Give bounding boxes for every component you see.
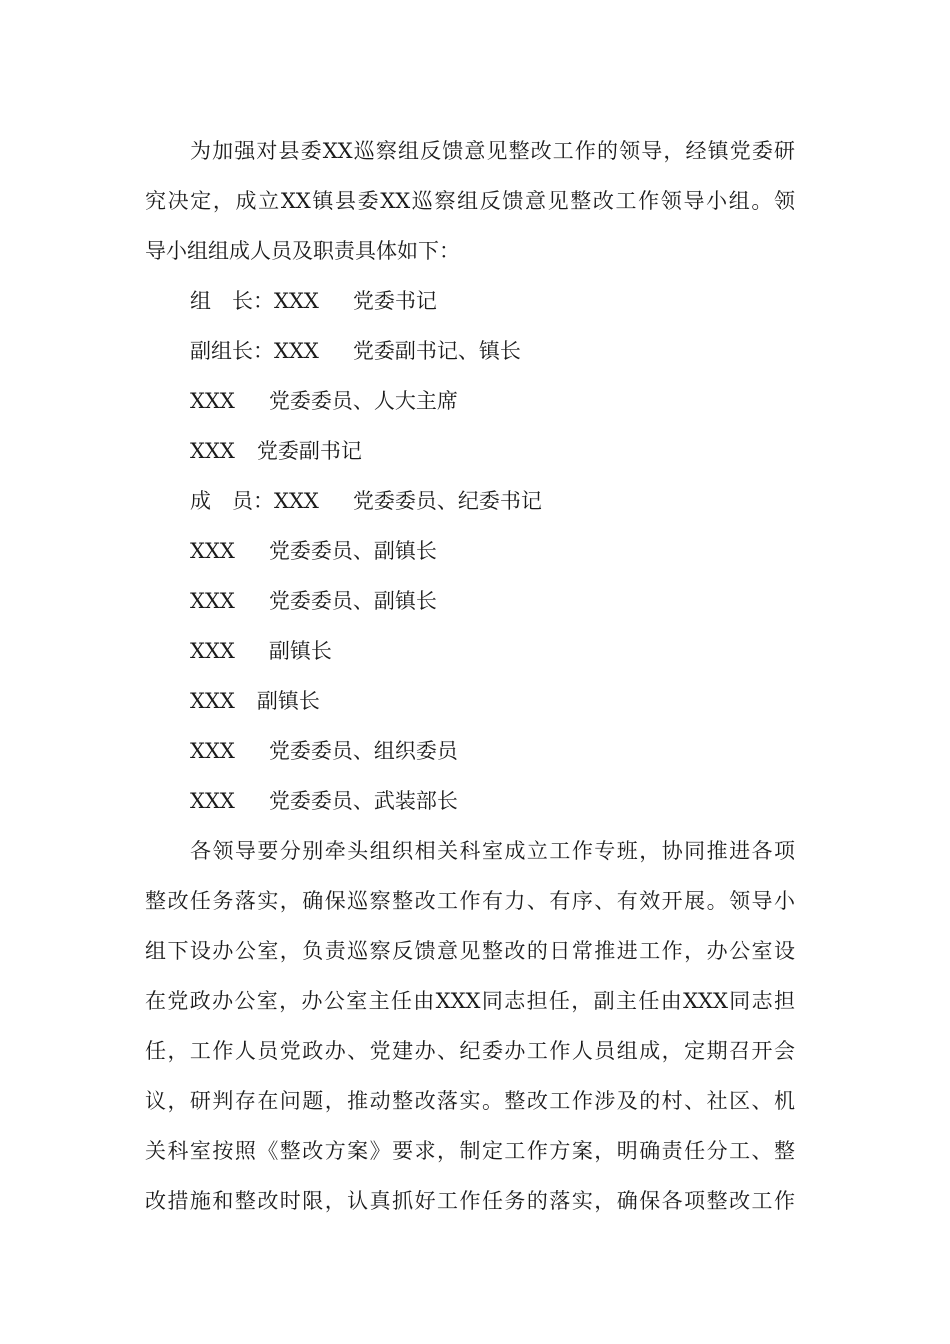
member-role: 党委副书记、镇长	[352, 339, 521, 363]
member-role: 党委委员、纪委书记	[352, 489, 542, 513]
intro-line-1: 为加强对县委XX巡察组反馈意见整改工作的领导，经镇党委研	[190, 139, 795, 163]
member-row	[190, 537, 437, 565]
intro-line-3: 导小组组成人员及职责具体如下：	[145, 239, 460, 263]
member-label: 副组长：XXX	[190, 339, 319, 363]
member-row	[190, 437, 362, 465]
member-role: 党委书记	[352, 289, 437, 313]
member-row	[190, 737, 458, 765]
member-role: 副镇长	[268, 639, 332, 663]
member-row	[190, 387, 458, 415]
member-role: 党委委员、副镇长	[268, 589, 437, 613]
member-label: 成 员：XXX	[190, 489, 319, 513]
member-role: 副镇长	[256, 689, 320, 713]
member-label: XXX	[190, 539, 235, 563]
body-line-3: 组下设办公室，负责巡察反馈意见整改的日常推进工作，办公室设	[145, 939, 795, 963]
member-row	[190, 287, 437, 315]
member-label: XXX	[190, 589, 235, 613]
member-row	[190, 487, 542, 515]
body-line-4: 在党政办公室，办公室主任由XXX同志担任，副主任由XXX同志担	[145, 989, 795, 1013]
member-label: XXX	[190, 689, 235, 713]
body-line-8: 改措施和整改时限，认真抓好工作任务的落实，确保各项整改工作	[145, 1189, 795, 1213]
member-row	[190, 637, 332, 665]
body-line-1: 各领导要分别牵头组织相关科室成立工作专班，协同推进各项	[190, 839, 795, 863]
body-line-6: 议，研判存在问题，推动整改落实。整改工作涉及的村、社区、机	[145, 1089, 795, 1113]
member-role: 党委委员、人大主席	[268, 389, 458, 413]
member-label: XXX	[190, 639, 235, 663]
member-role: 党委副书记	[256, 439, 362, 463]
member-role: 党委委员、武装部长	[268, 789, 458, 813]
body-line-7: 关科室按照《整改方案》要求，制定工作方案，明确责任分工、整	[145, 1139, 795, 1163]
member-role: 党委委员、组织委员	[268, 739, 458, 763]
member-row	[190, 337, 521, 365]
intro-line-2: 究决定，成立XX镇县委XX巡察组反馈意见整改工作领导小组。领	[145, 189, 795, 213]
member-label: XXX	[190, 389, 235, 413]
member-label: XXX	[190, 739, 235, 763]
member-row	[190, 687, 320, 715]
member-role: 党委委员、副镇长	[268, 539, 437, 563]
member-row	[190, 587, 437, 615]
body-line-5: 任，工作人员党政办、党建办、纪委办工作人员组成，定期召开会	[145, 1039, 795, 1063]
body-line-2: 整改任务落实，确保巡察整改工作有力、有序、有效开展。领导小	[145, 889, 795, 913]
member-label: XXX	[190, 439, 235, 463]
member-label: XXX	[190, 789, 235, 813]
member-label: 组 长：XXX	[190, 289, 319, 313]
member-row	[190, 787, 458, 815]
